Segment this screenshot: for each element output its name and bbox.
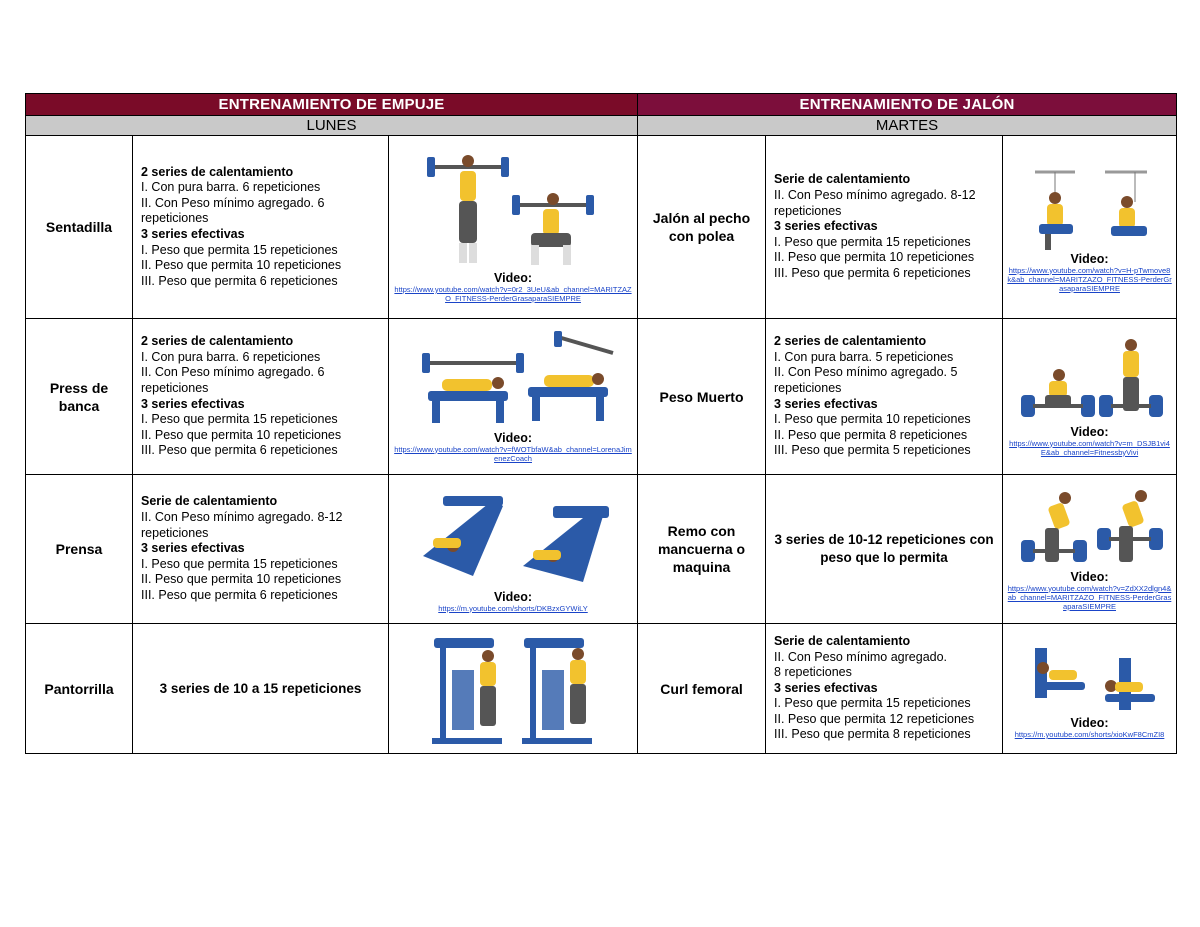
- series-line: II. Peso que permita 10 repeticiones: [141, 572, 342, 587]
- row-illustration: [1015, 488, 1165, 570]
- exercise-name: Press de banca: [26, 319, 133, 475]
- series-line: II. Con Peso mínimo agregado. 6 repeticiones: [141, 365, 325, 395]
- exercise-description: 3 series de 10 a 15 repeticiones: [133, 624, 389, 754]
- video-link[interactable]: https://www.youtube.com/watch?v=0r2_3UeU&ab_channel=MARITZAZO_FITNESS-PerderGrasaparaSIEMPRE: [394, 285, 632, 303]
- series-heading: 3 series efectivas: [774, 680, 878, 695]
- exercise-description: [133, 475, 389, 624]
- video-label: Video:: [494, 271, 532, 285]
- exercise-name: Peso Muerto: [638, 319, 766, 475]
- exercise-illustration-cell: [389, 475, 638, 624]
- series-line: II. Con Peso mínimo agregado.: [774, 649, 948, 664]
- video-label: Video:: [1070, 424, 1109, 439]
- squat-illustration: [413, 151, 613, 271]
- exercise-name: Curl femoral: [638, 624, 766, 754]
- series-line: II. Peso que permita 10 repeticiones: [141, 427, 342, 442]
- series-line: I. Con pura barra. 6 repeticiones: [141, 349, 321, 364]
- series-heading: 3 series efectivas: [141, 541, 245, 556]
- series-line: I. Peso que permita 15 repeticiones: [141, 242, 338, 257]
- exercise-illustration-cell: [1003, 319, 1177, 475]
- series-heading: 3 series efectivas: [774, 219, 878, 234]
- video-label: Video:: [494, 589, 532, 604]
- series-line: I. Peso que permita 15 repeticiones: [774, 696, 971, 711]
- series-line: II. Con Peso mínimo agregado. 8-12 repeticiones: [141, 510, 343, 540]
- series-heading: 3 series efectivas: [774, 396, 878, 411]
- lat-pulldown-illustration: [1015, 162, 1165, 252]
- video-link[interactable]: https://m.youtube.com/shorts/xioKwF8CmZI8: [1014, 730, 1165, 739]
- exercise-description: [133, 136, 389, 319]
- deadlift-illustration: [1015, 337, 1165, 425]
- exercise-name: Pantorrilla: [26, 624, 133, 754]
- series-line: II. Con Peso mínimo agregado. 5 repeticiones: [774, 365, 958, 395]
- video-label: Video:: [494, 430, 532, 445]
- video-link[interactable]: https://www.youtube.com/watch?v=m_DSJB1vi4E&ab_channel=FitnessbyVivi: [1009, 438, 1170, 457]
- push-day-label: LUNES: [26, 116, 638, 136]
- push-header: ENTRENAMIENTO DE EMPUJE: [26, 94, 638, 116]
- exercise-description: [766, 624, 1003, 754]
- pull-day-label: MARTES: [638, 116, 1177, 136]
- series-heading: 3 series efectivas: [141, 396, 245, 411]
- exercise-name: Sentadilla: [26, 136, 133, 319]
- exercise-name: Jalón al pecho con polea: [638, 136, 766, 319]
- series-heading: Serie de calentamiento: [774, 172, 911, 187]
- video-link[interactable]: https://www.youtube.com/watch?v=ZdXX2dlgn4&ab_channel=MARITZAZO_FITNESS-PerderGrasaparaSIEMPRE: [1007, 583, 1172, 611]
- series-heading: 2 series de calentamiento: [774, 334, 927, 349]
- series-heading: 3 series efectivas: [141, 227, 245, 241]
- series-line: II. Peso que permita 10 repeticiones: [141, 258, 342, 273]
- video-label: Video:: [1070, 716, 1109, 730]
- calf-raise-illustration: [418, 630, 608, 748]
- series-heading: 2 series de calentamiento: [141, 164, 294, 179]
- series-heading: Serie de calentamiento: [774, 633, 911, 648]
- series-line: III. Peso que permita 6 repeticiones: [141, 443, 338, 458]
- exercise-name: Prensa: [26, 475, 133, 624]
- series-line: III. Peso que permita 8 repeticiones: [774, 727, 971, 742]
- bench-press-illustration: [408, 331, 618, 431]
- exercise-description: [766, 136, 1003, 319]
- series-line: II. Con Peso mínimo agregado. 8-12 repeticiones: [774, 188, 976, 218]
- series-line: III. Peso que permita 6 repeticiones: [141, 273, 338, 288]
- series-line: I. Peso que permita 15 repeticiones: [141, 412, 338, 427]
- series-line: 8 repeticiones: [774, 665, 852, 680]
- video-link[interactable]: https://www.youtube.com/watch?v=H-pTwmove8k&ab_channel=MARITZAZO_FITNESS-PerderGrasaparaSIEMPRE: [1007, 265, 1172, 293]
- series-line: II. Con Peso mínimo agregado. 6 repeticiones: [141, 195, 325, 226]
- exercise-illustration-cell: [389, 319, 638, 475]
- series-line: III. Peso que permita 6 repeticiones: [141, 587, 338, 602]
- exercise-illustration-cell: [389, 624, 638, 754]
- exercise-illustration-cell: [389, 136, 638, 319]
- series-line: III. Peso que permita 5 repeticiones: [774, 443, 971, 458]
- exercise-name: Remo con mancuerna o maquina: [638, 475, 766, 624]
- series-heading: Serie de calentamiento: [141, 494, 278, 509]
- pull-header: ENTRENAMIENTO DE JALÓN: [638, 94, 1177, 116]
- video-label: Video:: [1070, 569, 1109, 584]
- exercise-illustration-cell: [1003, 136, 1177, 319]
- exercise-illustration-cell: [1003, 624, 1177, 754]
- exercise-description: 3 series de 10-12 repeticiones con peso que lo permita: [766, 475, 1003, 624]
- series-line: II. Peso que permita 8 repeticiones: [774, 427, 968, 442]
- video-label: Video:: [1070, 251, 1109, 266]
- series-line: II. Peso que permita 10 repeticiones: [774, 250, 975, 265]
- video-link[interactable]: https://www.youtube.com/watch?v=fWOTbfaW&ab_channel=LorenaJimenezCoach: [394, 444, 632, 463]
- series-line: II. Peso que permita 12 repeticiones: [774, 711, 975, 726]
- leg-press-illustration: [413, 486, 613, 590]
- training-table: [25, 93, 1177, 754]
- exercise-illustration-cell: [1003, 475, 1177, 624]
- leg-curl-illustration: [1015, 638, 1165, 716]
- exercise-description: [766, 319, 1003, 475]
- series-line: I. Con pura barra. 5 repeticiones: [774, 349, 954, 364]
- exercise-description: [133, 319, 389, 475]
- series-line: I. Con pura barra. 6 repeticiones: [141, 180, 321, 195]
- video-link[interactable]: https://m.youtube.com/shorts/DKBzxGYWiLY: [438, 603, 588, 613]
- series-line: I. Peso que permita 15 repeticiones: [774, 234, 971, 249]
- series-line: I. Peso que permita 10 repeticiones: [774, 412, 971, 427]
- series-line: III. Peso que permita 6 repeticiones: [774, 265, 971, 280]
- series-heading: 2 series de calentamiento: [141, 334, 294, 349]
- series-line: I. Peso que permita 15 repeticiones: [141, 556, 338, 571]
